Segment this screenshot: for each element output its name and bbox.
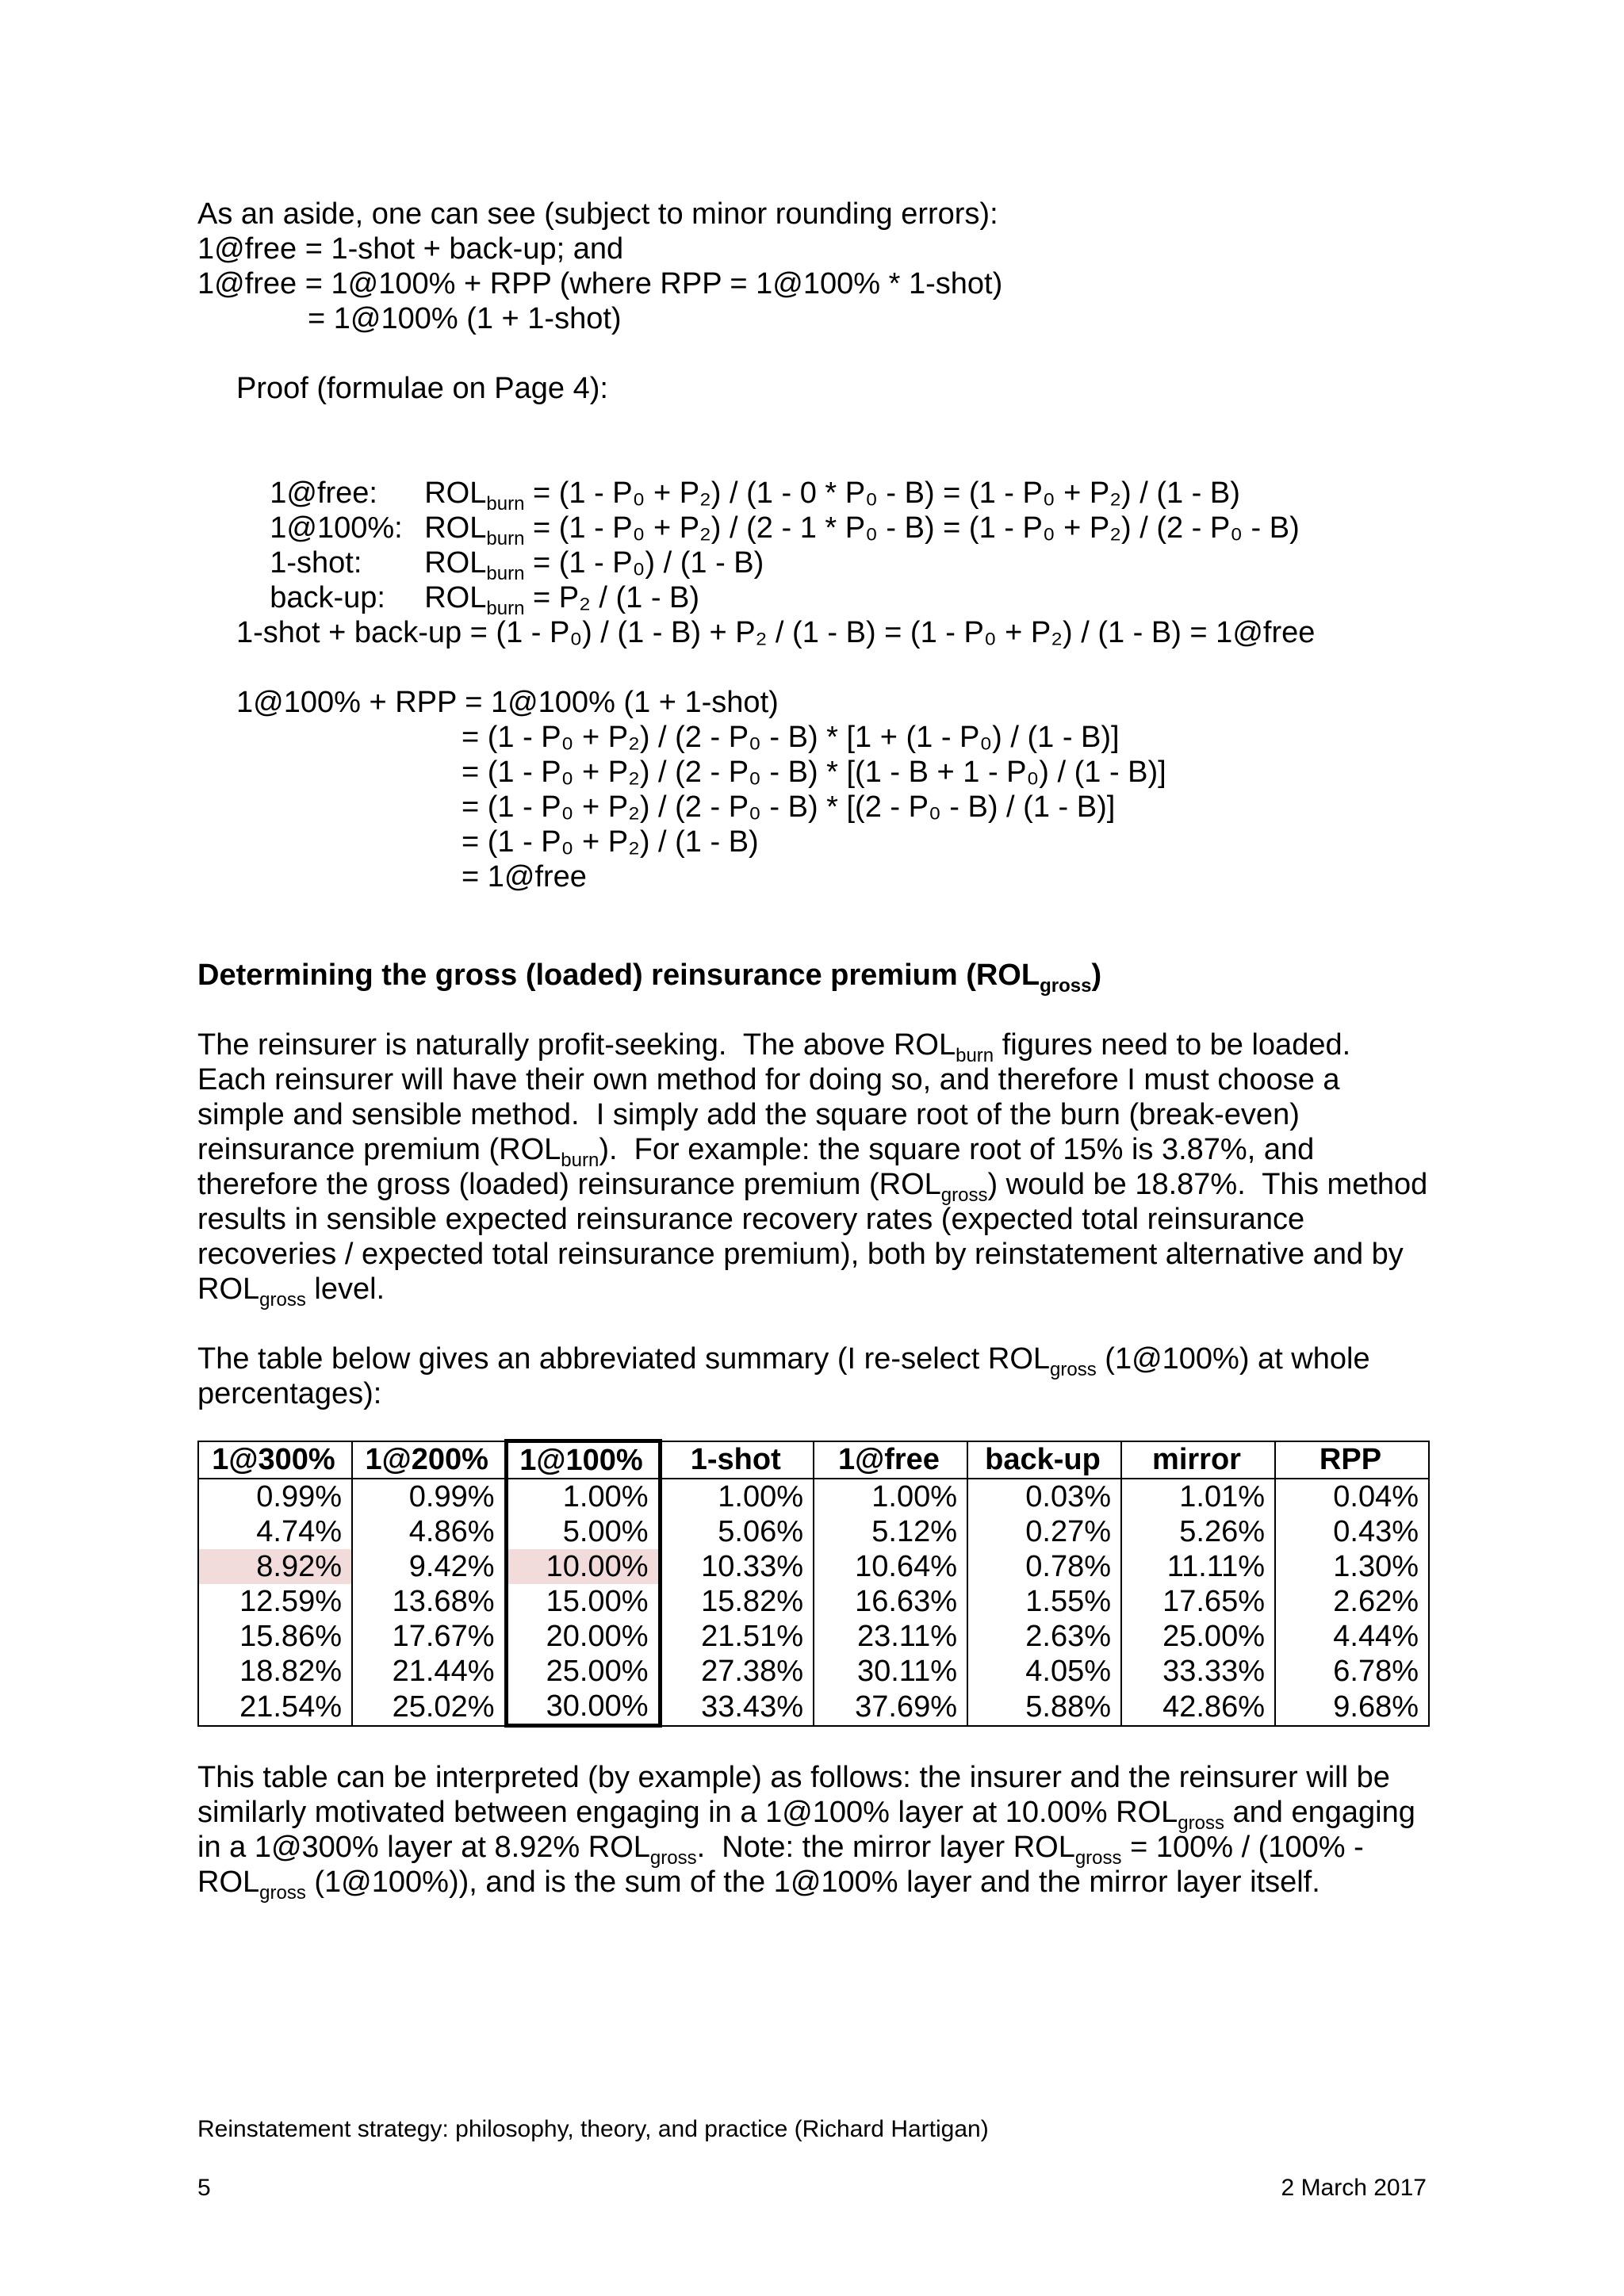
column-header: 1@200% — [352, 1441, 506, 1479]
table-cell: 25.00% — [1121, 1619, 1275, 1654]
table-cell: 30.00% — [506, 1689, 660, 1726]
para2-line: percentages): — [197, 1377, 382, 1410]
column-header: RPP — [1275, 1441, 1429, 1479]
para1-line: results in sensible expected reinsurance recovery rates (expected total reinsurance — [197, 1203, 1305, 1236]
table-cell: 15.82% — [660, 1584, 814, 1619]
table-cell: 12.59% — [198, 1584, 352, 1619]
footer-date: 2 March 2017 — [1281, 2175, 1427, 2201]
table-cell: 10.64% — [814, 1549, 967, 1584]
para2-line: The table below gives an abbreviated summary (I re-select $ROL_{gross}$ (1@100%) at whole — [197, 1342, 1370, 1380]
table-cell: 0.27% — [967, 1514, 1121, 1549]
table-cell: 1.00% — [814, 1479, 967, 1514]
column-header: 1@300% — [198, 1441, 352, 1479]
table-row — [198, 1514, 1429, 1549]
para3-line: $ROL_{gross}$ (1@100%)), and is the sum of the 1@100% layer and the mirror layer itself. — [197, 1866, 1320, 1904]
table-header-row — [198, 1441, 1429, 1479]
footer-title: Reinstatement strategy: philosophy, theory, and practice (Richard Hartigan) — [197, 2116, 989, 2142]
table-cell: 0.99% — [198, 1479, 352, 1514]
table-row — [198, 1619, 1429, 1654]
para3-line: in a 1@300% layer at 8.92% $ROL_{gross}$. Note: the mirror layer $ROL_{gross} = 100\% / (100\%$ - — [197, 1831, 1364, 1869]
table-cell: 42.86% — [1121, 1689, 1275, 1726]
para1-line: Each reinsurer will have their own method for doing so, and therefore I must choose a — [197, 1063, 1340, 1096]
table-cell: 23.11% — [814, 1619, 967, 1654]
table-cell: 17.65% — [1121, 1584, 1275, 1619]
column-header: 1@100% — [506, 1441, 660, 1479]
table-cell: 4.05% — [967, 1654, 1121, 1689]
table-cell: 37.69% — [814, 1689, 967, 1726]
table-cell: 1.30% — [1275, 1549, 1429, 1584]
table-row — [198, 1689, 1429, 1726]
rpp-step: = 1@free — [462, 860, 587, 894]
table-cell: 1.01% — [1121, 1479, 1275, 1514]
table-cell: 5.00% — [506, 1514, 660, 1549]
table-cell: 0.78% — [967, 1549, 1121, 1584]
table-cell: 2.63% — [967, 1619, 1121, 1654]
table-cell: 6.78% — [1275, 1654, 1429, 1689]
rpp-step: = (1 - P₀ + P₂) / (2 - P₀ - B) * [1 + (1 - P₀) / (1 - B)] — [462, 721, 1120, 754]
table-cell: 16.63% — [814, 1584, 967, 1619]
table-cell: 0.03% — [967, 1479, 1121, 1514]
aside-line-2: 1@free = 1@100% + RPP (where RPP = 1@100% * 1-shot) — [197, 267, 1003, 300]
table-cell: 5.26% — [1121, 1514, 1275, 1549]
para1-line: reinsurance premium $(ROL_{burn})$. For example: the square root of 15% is 3.87%, and — [197, 1133, 1315, 1171]
summary-table — [197, 1439, 1430, 1728]
table-cell: 21.44% — [352, 1654, 506, 1689]
formula-label: back-up: — [270, 581, 385, 614]
table-cell: 21.51% — [660, 1619, 814, 1654]
table-cell: 27.38% — [660, 1654, 814, 1689]
table-cell: 1.00% — [506, 1479, 660, 1514]
table-cell: 5.06% — [660, 1514, 814, 1549]
column-header: mirror — [1121, 1441, 1275, 1479]
table-cell: 1.55% — [967, 1584, 1121, 1619]
formula-label: 1@free: — [270, 476, 377, 510]
table-cell: 4.74% — [198, 1514, 352, 1549]
table-cell: 10.33% — [660, 1549, 814, 1584]
column-header: back-up — [967, 1441, 1121, 1479]
table-cell: 33.43% — [660, 1689, 814, 1726]
table-cell: 4.86% — [352, 1514, 506, 1549]
table-cell: 0.99% — [352, 1479, 506, 1514]
table-cell: 4.44% — [1275, 1619, 1429, 1654]
table-cell: 25.00% — [506, 1654, 660, 1689]
page-number: 5 — [197, 2175, 211, 2201]
proof-formula: back-up: $ROL_{burn} = P_2 / (1 - B)$ — [270, 581, 700, 619]
highlighted-cell: 10.00% — [506, 1549, 660, 1584]
proof-heading: Proof (formulae on Page 4): — [236, 372, 608, 405]
table-cell: 15.86% — [198, 1619, 352, 1654]
rpp-step: = (1 - P₀ + P₂) / (2 - P₀ - B) * [(1 - B + 1 - P₀) / (1 - B)] — [462, 756, 1166, 789]
table-cell: 21.54% — [198, 1689, 352, 1726]
table-cell: 9.68% — [1275, 1689, 1429, 1726]
section-heading: Determining the gross (loaded) reinsurance premium $(ROL_{gross})$ — [197, 959, 1102, 997]
formula-label: 1-shot: — [270, 546, 362, 580]
proof-formula: 1@free: $ROL_{burn} = (1 - P_0 + P_2) / (1 - 0 * P_0 - B) = (1 - P_0 + P_2) / (1 - B)$ — [270, 476, 1240, 515]
table-cell: 5.12% — [814, 1514, 967, 1549]
aside-intro: As an aside, one can see (subject to minor rounding errors): — [197, 197, 998, 231]
proof-sum-line: 1-shot + back-up = (1 - P₀) / (1 - B) + P₂ / (1 - B) = (1 - P₀ + P₂) / (1 - B) = 1@free — [236, 616, 1316, 649]
column-header: 1-shot — [660, 1441, 814, 1479]
table-cell: 20.00% — [506, 1619, 660, 1654]
para1-line: $ROL_{gross}$ level. — [197, 1272, 385, 1311]
para1-line: therefore the gross (loaded) reinsurance premium $(ROL_{gross})$ would be 18.87%. This method — [197, 1168, 1428, 1206]
rpp-first-line: 1@100% + RPP = 1@100% (1 + 1-shot) — [236, 686, 779, 719]
para3-line: This table can be interpreted (by example) as follows: the insurer and the reinsurer will be — [197, 1761, 1390, 1794]
table-cell: 13.68% — [352, 1584, 506, 1619]
table-row — [198, 1584, 1429, 1619]
rpp-step: = (1 - P₀ + P₂) / (2 - P₀ - B) * [(2 - P₀ - B) / (1 - B)] — [462, 790, 1116, 824]
table-cell: 2.62% — [1275, 1584, 1429, 1619]
table-cell: 1.00% — [660, 1479, 814, 1514]
table-cell: 9.42% — [352, 1549, 506, 1584]
rpp-step: = (1 - P₀ + P₂) / (1 - B) — [462, 825, 759, 859]
proof-formula: 1-shot: $ROL_{burn} = (1 - P_0) / (1 - B)$ — [270, 546, 764, 584]
table-row — [198, 1479, 1429, 1514]
table-cell: 5.88% — [967, 1689, 1121, 1726]
para3-line: similarly motivated between engaging in a 1@100% layer at 10.00% $ROL_{gross}$ and engaging — [197, 1796, 1415, 1834]
column-header: 1@free — [814, 1441, 967, 1479]
table-cell: 15.00% — [506, 1584, 660, 1619]
table-row — [198, 1654, 1429, 1689]
aside-line-3: = 1@100% (1 + 1-shot) — [308, 302, 622, 335]
proof-formula: 1@100%: $ROL_{burn} = (1 - P_0 + P_2) / (2 - 1 * P_0 - B) = (1 - P_0 + P_2) / (2 - P_0 - B)$ — [270, 511, 1300, 549]
table-cell: 11.11% — [1121, 1549, 1275, 1584]
table-cell: 17.67% — [352, 1619, 506, 1654]
table-cell: 0.43% — [1275, 1514, 1429, 1549]
highlighted-cell: 8.92% — [198, 1549, 352, 1584]
table-cell: 30.11% — [814, 1654, 967, 1689]
aside-line-1: 1@free = 1-shot + back-up; and — [197, 232, 624, 266]
table-cell: 25.02% — [352, 1689, 506, 1726]
table-row-highlighted — [198, 1549, 1429, 1584]
para1-line: recoveries / expected total reinsurance premium), both by reinstatement alternative and by — [197, 1238, 1404, 1271]
para1-line: The reinsurer is naturally profit-seeking. The above $ROL_{burn}$ figures need to be loaded. — [197, 1028, 1351, 1066]
table-cell: 33.33% — [1121, 1654, 1275, 1689]
para1-line: simple and sensible method. I simply add the square root of the burn (break-even) — [197, 1098, 1300, 1131]
formula-label: 1@100%: — [270, 511, 403, 545]
table-cell: 0.04% — [1275, 1479, 1429, 1514]
table-cell: 18.82% — [198, 1654, 352, 1689]
